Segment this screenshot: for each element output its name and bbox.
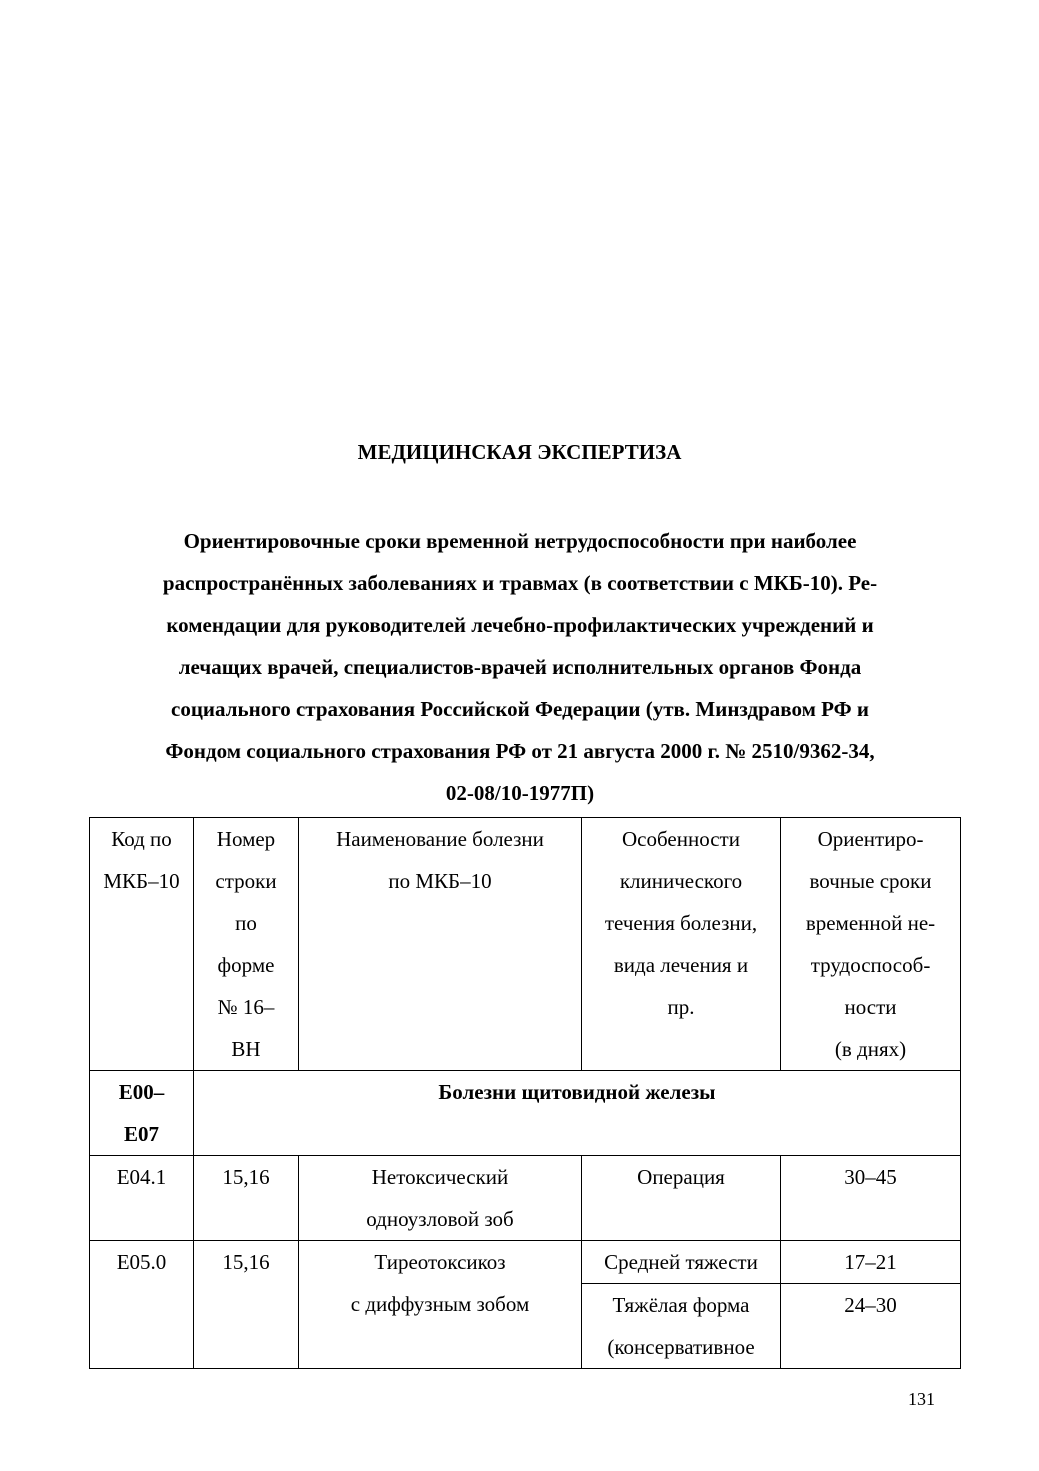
header-line-number: Номер строки по форме № 16– ВН [194,818,299,1071]
row-term: 17–21 [781,1241,961,1284]
header-terms-days: Ориентиро- вочные сроки временной не- трудоспособ- ности (в днях) [781,818,961,1071]
document-subtitle [95,520,945,814]
row-term: 30–45 [781,1156,961,1241]
subtitle-line: Фондом социального страхования РФ от 21 августа 2000 г. № 2510/9362-34, [165,739,875,763]
row-line-number: 15,16 [194,1156,299,1241]
group-code: E00– E07 [90,1071,194,1156]
subtitle-line: комендации для руководителей лечебно-профилактических учреждений и [166,613,874,637]
sick-leave-terms-table [89,817,961,1369]
section-title: МЕДИЦИНСКАЯ ЭКСПЕРТИЗА [357,440,682,464]
row-disease-name: Тиреотоксикоз с диффузным зобом [299,1241,582,1369]
row-clinical-feature: Операция [582,1156,781,1241]
subtitle-line: Ориентировочные сроки временной нетрудоспособности при наиболее [183,529,857,553]
table-row [90,1241,961,1284]
table-header-row [90,818,961,1071]
table-row [90,1156,961,1241]
table-group-row [90,1071,961,1156]
header-clinical-features: Особенности клинического течения болезни, вида лечения и пр. [582,818,781,1071]
row-clinical-feature: Средней тяжести [582,1241,781,1284]
row-clinical-feature: Тяжёлая форма (консервативное [582,1284,781,1369]
page-number: 131 [908,1389,935,1409]
subtitle-line: распространённых заболеваниях и травмах (в соответствии с МКБ-10). Ре- [162,571,878,595]
subtitle-line: социального страхования Российской Федерации (утв. Минздравом РФ и [171,697,869,721]
group-title: Болезни щитовидной железы [194,1071,961,1156]
row-disease-name: Нетоксический одноузловой зоб [299,1156,582,1241]
header-disease-name: Наименование болезни по МКБ–10 [299,818,582,1071]
row-code: E05.0 [90,1241,194,1369]
row-line-number: 15,16 [194,1241,299,1369]
subtitle-line: лечащих врачей, специалистов-врачей исполнительных органов Фонда [178,655,862,679]
subtitle-line: 02-08/10-1977П) [445,781,595,805]
header-icd-code: Код по МКБ–10 [90,818,194,1071]
row-term: 24–30 [781,1284,961,1369]
row-code: E04.1 [90,1156,194,1241]
